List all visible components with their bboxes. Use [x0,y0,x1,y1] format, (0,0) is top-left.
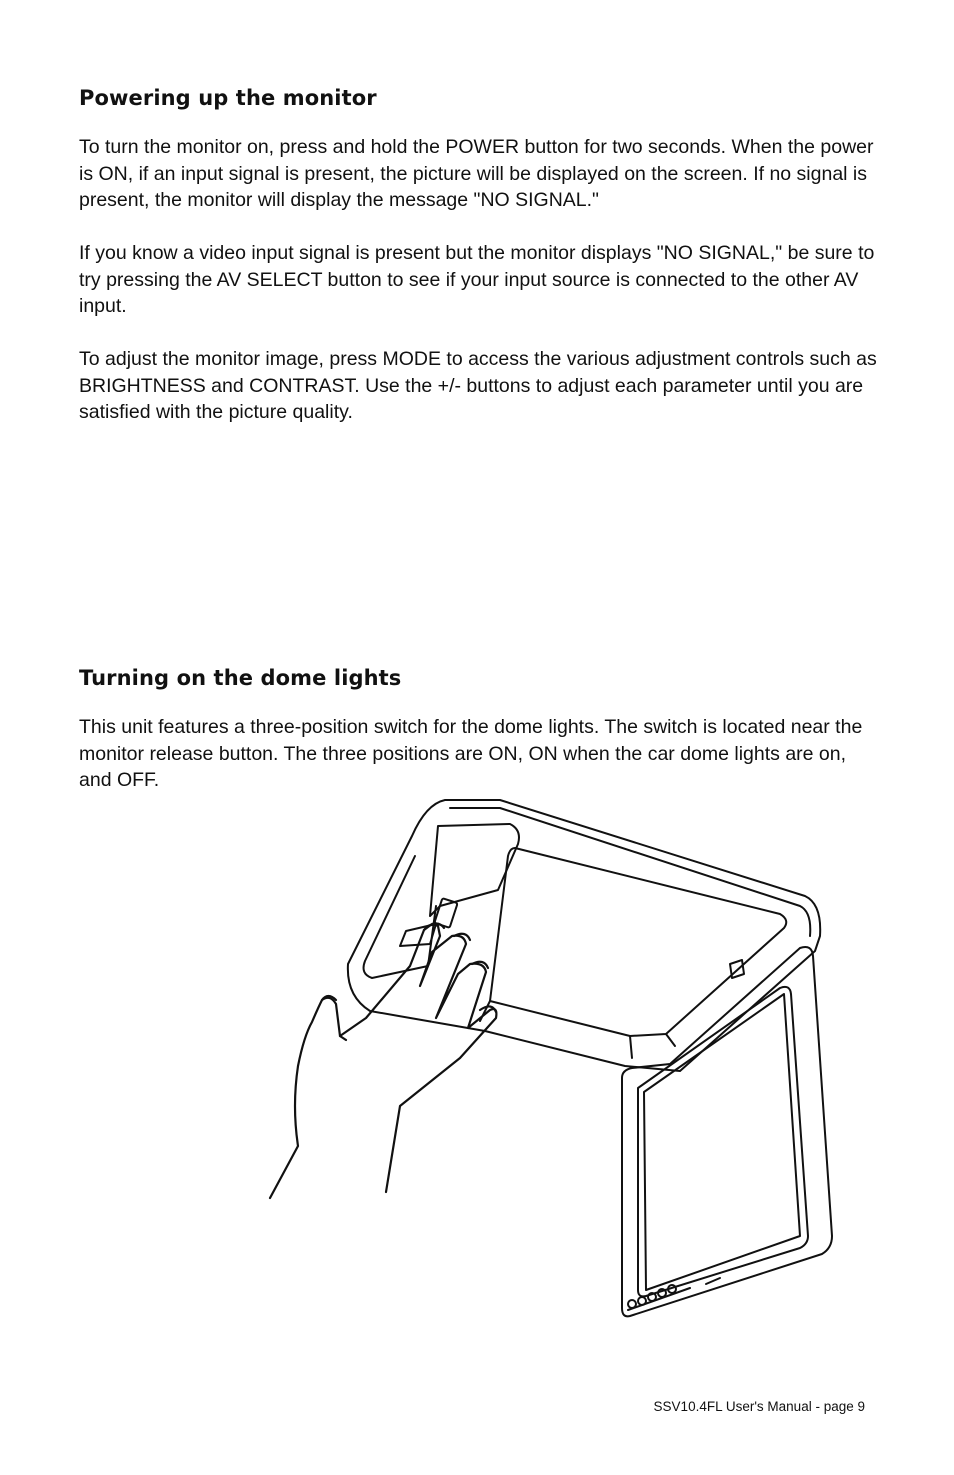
paragraph-no-signal: If you know a video input signal is present but the monitor displays "NO SIGNAL," be sure to try pressing the AV SELECT button to see if your input source is connected to the other AV input. [79,242,875,317]
paragraph-adjust-image: To adjust the monitor image, press MODE to access the various adjustment controls such as BRIGHTNESS and CONTRAST. Use the +/- buttons to adjust each parameter until you are satisfied with the picture quality. [79,348,877,423]
section-heading-dome-lights: Turning on the dome lights [79,666,402,690]
paragraph-dome-lights: This unit features a three-position switch for the dome lights. The switch is located near the monitor release button. The three positions are ON, ON when the car dome lights are on, and OFF. [79,716,863,791]
paragraph-power-on: To turn the monitor on, press and hold the POWER button for two seconds. When the power is ON, if an input signal is present, the picture will be displayed on the screen. If no signal is present, the monitor will display the message "NO SIGNAL." [79,136,874,211]
page-footer: SSV10.4FL User's Manual - page 9 [653,1399,865,1414]
ceiling-housing [348,800,820,1071]
section-heading-powering-up: Powering up the monitor [79,86,377,110]
monitor-dome-light-illustration [260,796,840,1326]
monitor-screen-unit [622,947,832,1316]
hand-drawing [270,924,496,1199]
